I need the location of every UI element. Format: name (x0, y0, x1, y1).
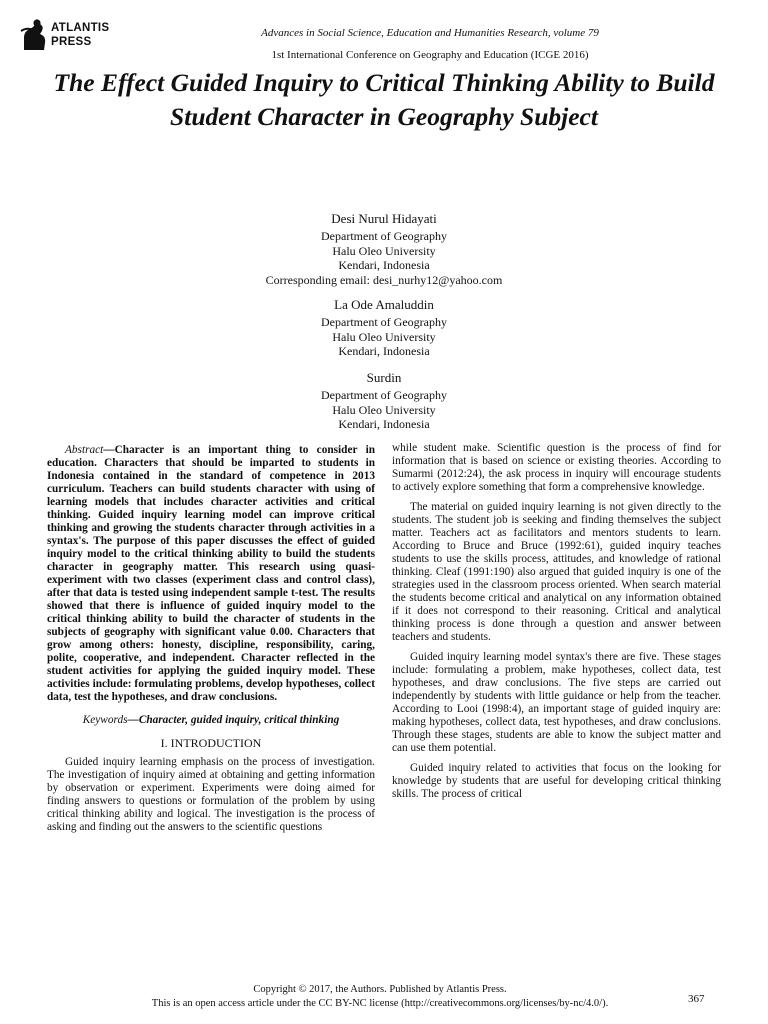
paper-title: The Effect Guided Inquiry to Critical Thinking Ability to Build Student Character in Geography Subject (53, 68, 715, 131)
author-university: Halu Oleo University (332, 329, 436, 344)
keywords-text: Character, guided inquiry, critical thinking (138, 714, 340, 726)
author-block-1 (184, 211, 584, 287)
author-university: Halu Oleo University (332, 243, 436, 258)
keywords-label: Keywords (82, 714, 128, 726)
conference-title: 1st International Conference on Geography and Education (ICGE 2016) (271, 49, 589, 61)
abstract (47, 444, 375, 704)
atlantis-press-logo-icon (18, 18, 48, 52)
author-city: Kendari, Indonesia (338, 417, 430, 432)
body-paragraph: Guided inquiry learning model syntax's there are five. These stages include: formulating a problem, make hypotheses, collect data, test hypotheses, and draw conclusions. The five steps are carried out independently by students with little guidance or help from the teacher. According to Looi (1998:4), an important stage of guided inquiry are: making hypotheses, collect data, test hypotheses, and draw conclusions. Through these stages, students are able to know the subject matter and can use them potential. (392, 651, 721, 754)
author-block-3 (184, 370, 584, 432)
license-notice: This is an open access article under the CC BY-NC license (http://creativecommons.org/licenses/by-nc/4.0/). (151, 998, 609, 1009)
left-column (47, 444, 375, 834)
introduction-paragraph: Guided inquiry learning emphasis on the process of investigation. The investigation of inquiry aimed at obtaining and getting information by observation or experiment. Experiments were doing aimed for finding answers to questions or formulation of the problem by using critical thinking ability and logical. The investigation is the process of asking and finding out the answers to the scientific questions (47, 756, 375, 833)
right-column (392, 442, 721, 801)
author-department: Department of Geography (321, 315, 447, 329)
author-name: La Ode Amaluddin (334, 297, 434, 312)
publisher-name (51, 21, 109, 49)
author-department: Department of Geography (321, 229, 447, 243)
author-city: Kendari, Indonesia (338, 258, 430, 273)
publisher-logo (18, 18, 118, 54)
abstract-text: Character is an important thing to consider in education. Characters that should be imparted to students in Indonesia contained in the standard of competence in 2013 curriculum. Teachers can build students character with using of learning models that includes character activities and critical thinking. Guided inquiry learning model can improve critical thinking and growing the students character through activities in a syntax's. The purpose of this paper discusses the effect of guided inquiry model to the critical thinking ability to build the students character in geography matter. This research using quasi-experiment with two classes (experiment class and control class), after that data is tested using independent sample t-test. The results showed that there is influence of guided inquiry model to the critical thinking ability to build the character of students in the subjects of geography with significant value 0.00. Characters that grow among others: honesty, discipline, responsibility, caring, polite, cooperative, and independent. Character reflected in the student activities for applying the guided inquiry model. These activities include: formulating problems, develop hypotheses, collect data, test the hypotheses, and draw conclusions. (47, 444, 375, 703)
author-name: Surdin (366, 370, 402, 385)
author-department: Department of Geography (321, 388, 447, 402)
copyright-notice: Copyright © 2017, the Authors. Published by Atlantis Press. (253, 984, 507, 995)
body-paragraph: Guided inquiry related to activities that focus on the looking for knowledge by students that are useful for developing critical thinking skills. The process of critical (392, 762, 721, 800)
author-city: Kendari, Indonesia (338, 344, 430, 359)
keywords (47, 714, 375, 727)
abstract-dash: — (103, 444, 115, 456)
page-number: 367 (688, 993, 705, 1005)
keywords-dash: — (127, 714, 139, 726)
body-paragraph: The material on guided inquiry learning is not given directly to the students. The student job is seeking and finding themselves the subject matter. Teachers act as facilitators and mentors students to learn. According to Bruce and Bruce (1992:61), guided inquiry teaches students to use the skills process, attitudes, and knowledge of rational thinking. Cleaf (1991:190) also argued that guided inquiry is one of the strategies used in the classroom process oriented. When search material the students become critical and analytical on any information obtained if it does not correspond to their reasoning. Critical and analytical thinking process is done through a question and answer between teachers and students. (392, 501, 721, 643)
author-university: Halu Oleo University (332, 402, 436, 417)
author-email: Corresponding email: desi_nurhy12@yahoo.com (265, 272, 503, 287)
section-heading-introduction: I. INTRODUCTION (160, 736, 262, 750)
author-block-2 (184, 297, 584, 359)
abstract-label: Abstract (65, 444, 104, 456)
series-title: Advances in Social Science, Education and Humanities Research, volume 79 (261, 27, 599, 39)
page-footer (60, 983, 700, 1011)
publisher-name-line2: PRESS (51, 36, 92, 48)
author-name: Desi Nurul Hidayati (331, 211, 437, 226)
body-paragraph: while student make. Scientific question is the process of find for information that is based on science or existing theories. According to Sumarmi (2012:24), the ask process in inquiry will encourage students to actively explore something that form a comprehensive knowledge. (392, 442, 721, 493)
publisher-name-line1: ATLANTIS (51, 22, 110, 34)
